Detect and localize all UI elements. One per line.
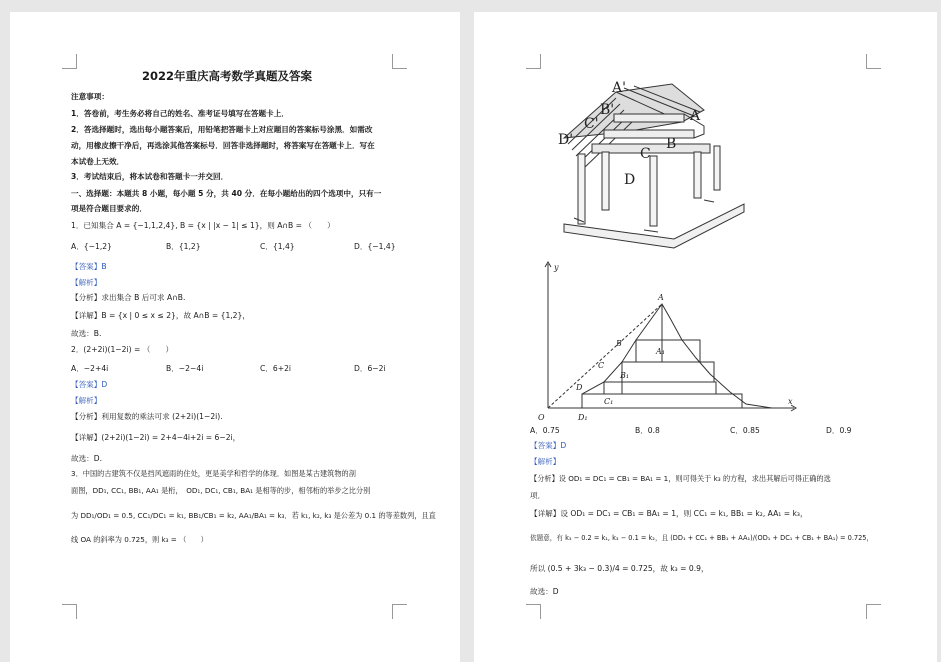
- q1-analysis-label: 【解析】: [71, 278, 102, 287]
- crop-mark: [866, 604, 881, 619]
- question-3-line: 3．中国的古建筑不仅是挡风遮雨的住处，更是美学和哲学的体现．如图是某古建筑物的剖: [71, 469, 356, 478]
- q3-option-b: B．0.8: [635, 426, 660, 435]
- notice-line: 3．考试结束后，将本试卷和答题卡一并交回．: [71, 172, 229, 181]
- section-heading: 一、选择题：本题共 8 小题，每小题 5 分，共 40 分．在每小题给出的四个选项中，只有一: [71, 189, 382, 198]
- q3-fenxi: 【分析】设 OD₁ = DC₁ = CB₁ = BA₁ = 1，则可得关于 k₃ 的方程，求出其解后可得正确的选: [530, 474, 831, 483]
- document-page-right: [474, 12, 937, 662]
- notice-line: 动，用橡皮擦干净后，再选涂其他答案标号．回答非选择题时，将答案写在答题卡上．写在: [71, 141, 375, 150]
- q1-xiangjie: 【详解】B = {x | 0 ≤ x ≤ 2}，故 A∩B = {1,2}，: [71, 311, 250, 320]
- q3-solve: 所以 (0.5 + 3k₃ − 0.3)/4 = 0.725，故 k₃ = 0.9，: [530, 564, 709, 573]
- q2-xiangjie: 【详解】(2+2i)(1−2i) = 2+4−4i+2i = 6−2i，: [71, 433, 241, 442]
- q3-option-a: A．0.75: [530, 426, 560, 435]
- q3-xiangjie: 【详解】设 OD₁ = DC₁ = CB₁ = BA₁ = 1，则 CC₁ = k₁, BB₁ = k₂, AA₁ = k₃，: [530, 509, 808, 518]
- q1-option-b: B．{1,2}: [166, 242, 201, 251]
- roof-profile-diagram: [534, 258, 804, 428]
- q2-conclusion: 故选：D.: [71, 454, 103, 463]
- point-d-label: D: [576, 383, 583, 392]
- point-c-label: C: [598, 361, 605, 370]
- building-label-b: B: [666, 136, 677, 152]
- building-label-c-prime: C': [584, 116, 599, 132]
- q2-answer-label: 【答案】D: [71, 380, 108, 389]
- crop-mark: [62, 54, 77, 69]
- q3-conclusion: 故选：D: [530, 587, 559, 596]
- q3-fenxi-cont: 项．: [530, 491, 546, 500]
- building-label-d-prime: D': [558, 132, 574, 148]
- q2-fenxi: 【分析】利用复数的乘法可求 (2+2i)(1−2i).: [71, 412, 223, 421]
- q3-option-c: C．0.85: [730, 426, 760, 435]
- question-3-line: 为 DD₁/OD₁ = 0.5, CC₁/DC₁ = k₁, BB₁/CB₁ = k₂, AA₁/BA₁ = k₃．若 k₁, k₂, k₃ 是公差为 0.1 的等差数列，且直: [71, 511, 436, 520]
- q2-analysis-label: 【解析】: [71, 396, 102, 405]
- crop-mark: [392, 54, 407, 69]
- line-oa: [548, 304, 662, 408]
- notice-heading: 注意事项：: [71, 92, 109, 101]
- question-3-line: 面图，DD₁, CC₁, BB₁, AA₁ 是桁， OD₁, DC₁, CB₁, BA₁ 是相等的步，相邻桁的举步之比分别: [71, 486, 371, 495]
- crop-mark: [866, 54, 881, 69]
- crop-mark: [392, 604, 407, 619]
- building-label-a: A: [690, 108, 701, 124]
- q1-option-a: A．{−1,2}: [71, 242, 112, 251]
- q2-option-c: C．6+2i: [260, 364, 292, 373]
- q1-option-d: D．{−1,4}: [354, 242, 396, 251]
- point-d1-label: D₁: [578, 413, 588, 422]
- question-1-stem: 1．已知集合 A = {−1,1,2,4}, B = {x | |x − 1| ≤ 1}，则 A∩B = （ ）: [71, 221, 335, 230]
- roof-profile-curve: [582, 304, 772, 408]
- point-a-label: A: [658, 293, 664, 302]
- notice-line: 1．答卷前，考生务必将自己的姓名、准考证号填写在答题卡上．: [71, 109, 289, 118]
- q1-option-c: C．{1,4}: [260, 242, 295, 251]
- q2-option-d: D．6−2i: [354, 364, 386, 373]
- building-label-b-prime: B': [600, 102, 615, 118]
- point-c1-label: C₁: [604, 397, 614, 406]
- q1-fenxi: 【分析】求出集合 B 后可求 A∩B.: [71, 293, 186, 302]
- page-title: 2022年重庆高考数学真题及答案: [142, 69, 313, 83]
- q2-option-b: B．−2−4i: [166, 364, 204, 373]
- origin-label: O: [538, 413, 545, 422]
- question-2-stem: 2．(2+2i)(1−2i) = （ ）: [71, 345, 174, 354]
- q2-option-a: A．−2+4i: [71, 364, 109, 373]
- ancient-building-illustration: [554, 74, 754, 254]
- point-b1-label: B₁: [620, 371, 630, 380]
- notice-line: 本试卷上无效．: [71, 157, 125, 166]
- q1-answer-label: 【答案】B: [71, 262, 107, 271]
- notice-line: 2．答选择题时，选出每小题答案后，用铅笔把答题卡上对应题目的答案标号涂黑．如需改: [71, 125, 373, 134]
- point-b-label: B: [616, 339, 622, 348]
- building-label-c: C: [640, 146, 651, 162]
- section-heading-cont: 项是符合题目要求的．: [71, 204, 147, 213]
- q3-option-d: D．0.9: [826, 426, 852, 435]
- question-3-line: 线 OA 的斜率为 0.725，则 k₃ = （ ）: [71, 535, 208, 544]
- y-axis-label: y: [554, 263, 559, 272]
- q3-analysis-label: 【解析】: [530, 457, 561, 466]
- q1-conclusion: 故选：B.: [71, 329, 102, 338]
- x-axis-label: x: [788, 397, 793, 406]
- crop-mark: [526, 604, 541, 619]
- document-page-left: [10, 12, 460, 662]
- building-label-d: D: [624, 172, 636, 188]
- q3-answer-label: 【答案】D: [530, 441, 567, 450]
- q3-derivation: 依题意，有 k₃ − 0.2 = k₁, k₃ − 0.1 = k₂，且 (DD₁ + CC₁ + BB₁ + AA₁)/(OD₁ + DC₁ + CB₁ + BA₁) = 0.725，: [530, 534, 874, 542]
- crop-mark: [62, 604, 77, 619]
- building-label-a-prime: A': [612, 80, 626, 96]
- point-a1-label: A₁: [656, 347, 665, 356]
- crop-mark: [526, 54, 541, 69]
